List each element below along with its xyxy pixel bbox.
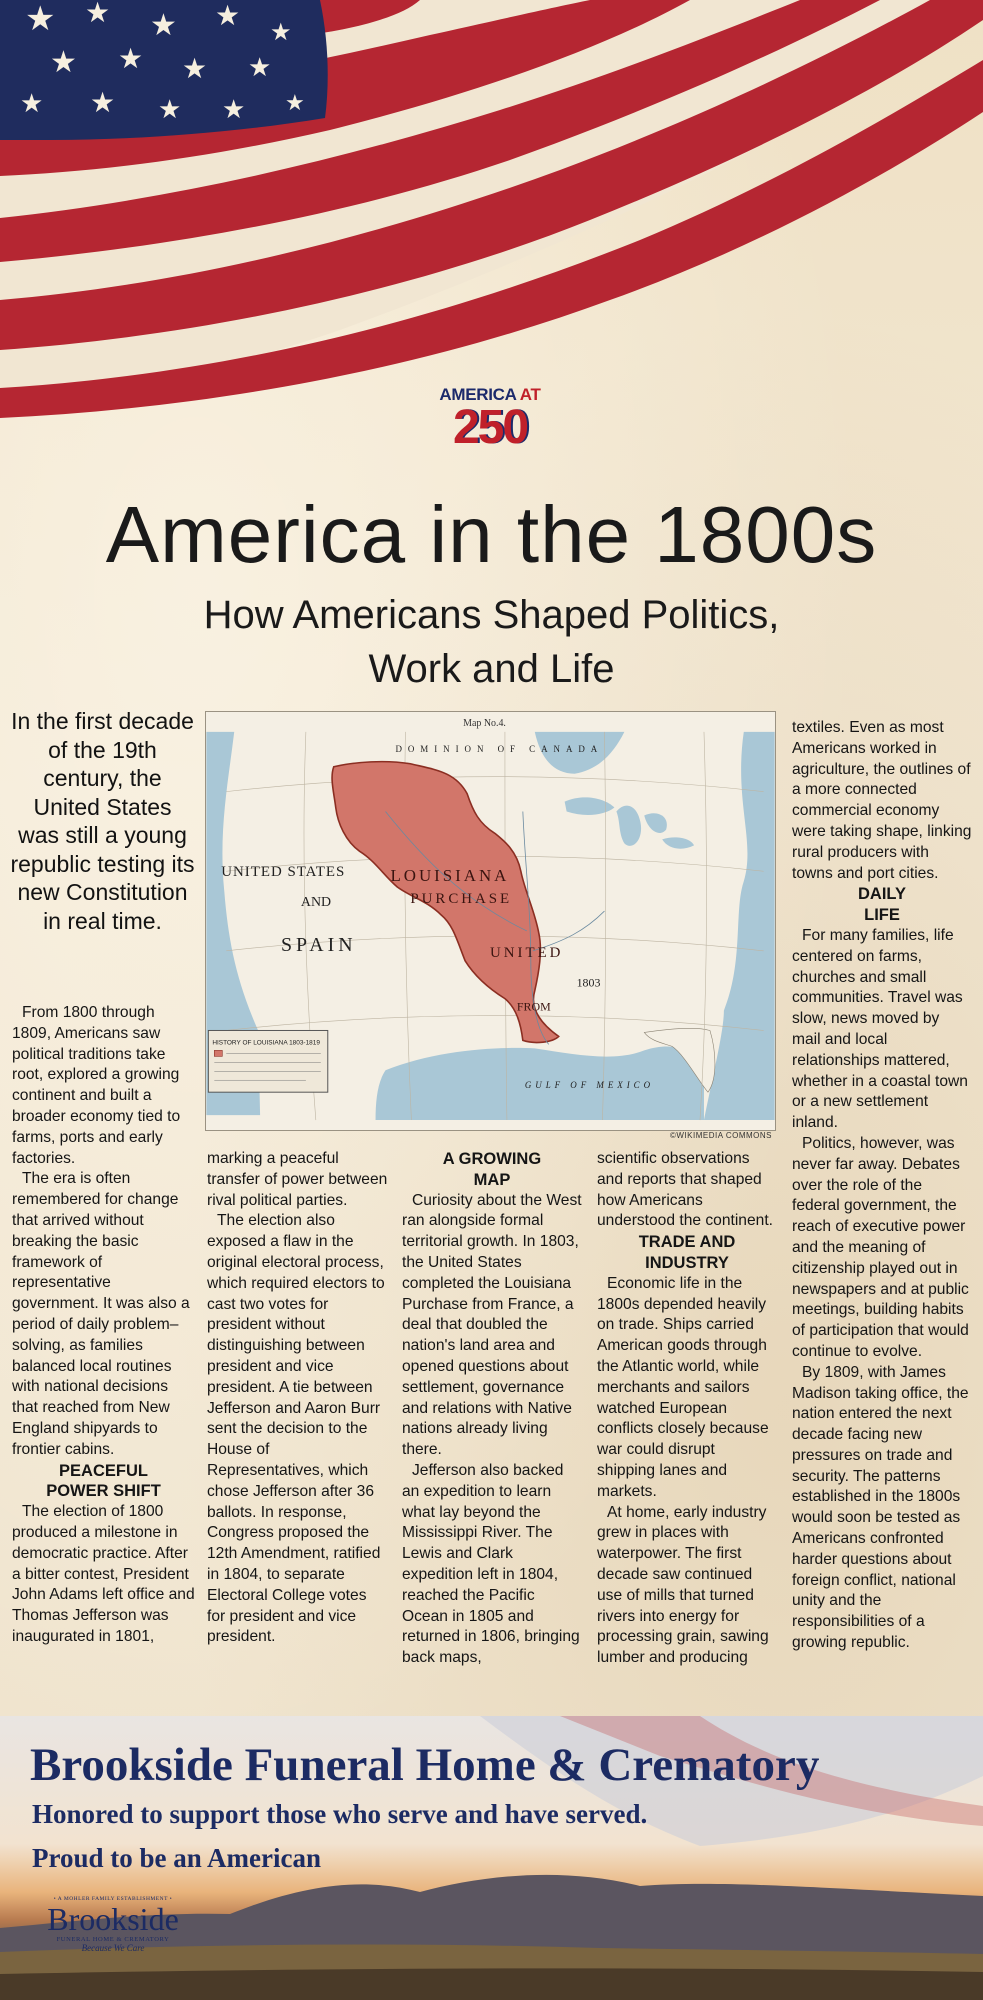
- section-heading: PEACEFUL POWER SHIFT: [46, 1461, 161, 1501]
- column-5: [792, 718, 972, 1654]
- paragraph: Jefferson also backed an expedition to learn what lay beyond the Mississippi River. The Lewis and Clark expedition left in 1804, reached the Pacific Ocean in 1805 and returned in 1806, bringing back maps,: [402, 1461, 580, 1667]
- map-label: Map No.4.: [463, 717, 506, 729]
- brookside-logo: • A MOHLER FAMILY ESTABLISHMENT • Brookside FUNERAL HOME & CREMATORY Because We Care: [47, 1896, 179, 1953]
- svg-text:1803: 1803: [576, 975, 601, 990]
- svg-text:HISTORY OF LOUISIANA 1803-1819: HISTORY OF LOUISIANA 1803-1819: [212, 1039, 320, 1047]
- map-credit: ©WIKIMEDIA COMMONS: [669, 1131, 772, 1140]
- section-heading: DAILY LIFE: [858, 885, 906, 925]
- svg-text:GULF OF MEXICO: GULF OF MEXICO: [524, 1080, 655, 1091]
- paragraph: For many families, life centered on farms, churches and small communities. Travel was slow, news moved by mail and local relationships mattered, whether in a coastal town or a new settlement inland.: [792, 926, 968, 1132]
- column-1: [12, 1003, 195, 1648]
- svg-text:UNITED STATES: UNITED STATES: [221, 864, 346, 881]
- sponsor-advertisement: [0, 1716, 983, 2000]
- column-4: [597, 1149, 777, 1669]
- svg-text:FROM: FROM: [516, 999, 551, 1014]
- section-heading: A GROWING MAP: [442, 1150, 542, 1189]
- paragraph: Curiosity about the West ran alongside formal territorial growth. In 1803, the United States completed the Louisiana Purchase from France, a deal that doubled the nation's land area and opened questions about settlement, governance and relations with Native nations already living there.: [402, 1191, 582, 1459]
- paragraph: By 1809, with James Madison taking office, the nation entered the next decade facing new pressures on trade and security. The patterns established in the 1800s would soon be tested as Americans confronted harder questions about foreign conflict, national unity and the responsibilities of a growing republic.: [792, 1363, 969, 1652]
- sponsor-name: Brookside Funeral Home & Crematory: [30, 1739, 820, 1791]
- svg-text:AND: AND: [300, 895, 332, 911]
- paragraph: From 1800 through 1809, Americans saw political traditions take root, explored a growing continent and built a broader economy tied to farms, ports and early factories.: [12, 1004, 181, 1167]
- paragraph: Politics, however, was never far away. Debates over the role of the federal government, the reach of executive power and the meaning of citizenship played out in newspapers and at public meetings, building habits of participation that would continue to evolve.: [792, 1134, 969, 1360]
- paragraph: Economic life in the 1800s depended heavily on trade. Ships carried American goods through the Atlantic world, while merchants and sailors watched European conflicts closely because war could disrupt shipping lanes and markets.: [597, 1274, 769, 1500]
- svg-text:PURCHASE: PURCHASE: [410, 891, 513, 908]
- column-3: [402, 1149, 582, 1669]
- intro-deck: In the first decade of the 19th century, the United States was still a young republic testing its new Constitution in real time.: [10, 708, 195, 934]
- sponsor-tagline: Honored to support those who serve and have served.: [32, 1799, 648, 1829]
- paragraph: scientific observations and reports that shaped how Americans understood the continent.: [597, 1150, 773, 1230]
- paragraph: marking a peaceful transfer of power between rival political parties.: [207, 1150, 388, 1209]
- louisiana-purchase-map: [205, 711, 776, 1143]
- paragraph: textiles. Even as most Americans worked in agriculture, the outlines of a more connected commercial economy were taking shape, linking rural producers with towns and port cities.: [792, 719, 972, 882]
- column-2: [207, 1149, 389, 1648]
- paragraph: At home, early industry grew in places with waterpower. The first decade saw continued use of mills that turned rivers into energy for processing grain, sawing lumber and producing: [597, 1503, 769, 1667]
- svg-text:LOUISIANA: LOUISIANA: [390, 866, 510, 886]
- page-title: America in the 1800s: [105, 490, 878, 579]
- paragraph: The election of 1800 produced a milestone in democratic practice. After a bitter contest, President John Adams left office and Thomas Jefferson was inaugurated in 1801,: [12, 1503, 195, 1645]
- svg-text:UNITED: UNITED: [490, 944, 564, 961]
- section-heading: TRADE AND INDUSTRY: [638, 1233, 736, 1272]
- svg-text:SPAIN: SPAIN: [281, 933, 357, 956]
- paragraph: The election also exposed a flaw in the original electoral process, which required electors to cast two votes for president without distinguishing between president and vice president. A tie between Jefferson and Aaron Burr sent the decision to the House of Representatives, which chose Jefferson after 36 ballots. In response, Congress proposed the 12th Amendment, ratified in 1804, to separate Electoral College votes for president and vice president.: [207, 1212, 385, 1646]
- svg-text:DOMINION OF CANADA: DOMINION OF CANADA: [395, 743, 604, 754]
- paragraph: The era is often remembered for change that arrived without breaking the basic framework of representative government. It was also a period of daily problem–solving, as families balanced local routines with national decisions that reached from New England shipyards to frontier cabins.: [12, 1170, 190, 1458]
- america-at-250-logo: AMERICA AT 250: [439, 385, 541, 454]
- map-image: [205, 711, 776, 1131]
- page-subtitle: How Americans Shaped Politics, Work and Life: [203, 593, 780, 691]
- sponsor-slogan: Proud to be an American: [32, 1843, 321, 1873]
